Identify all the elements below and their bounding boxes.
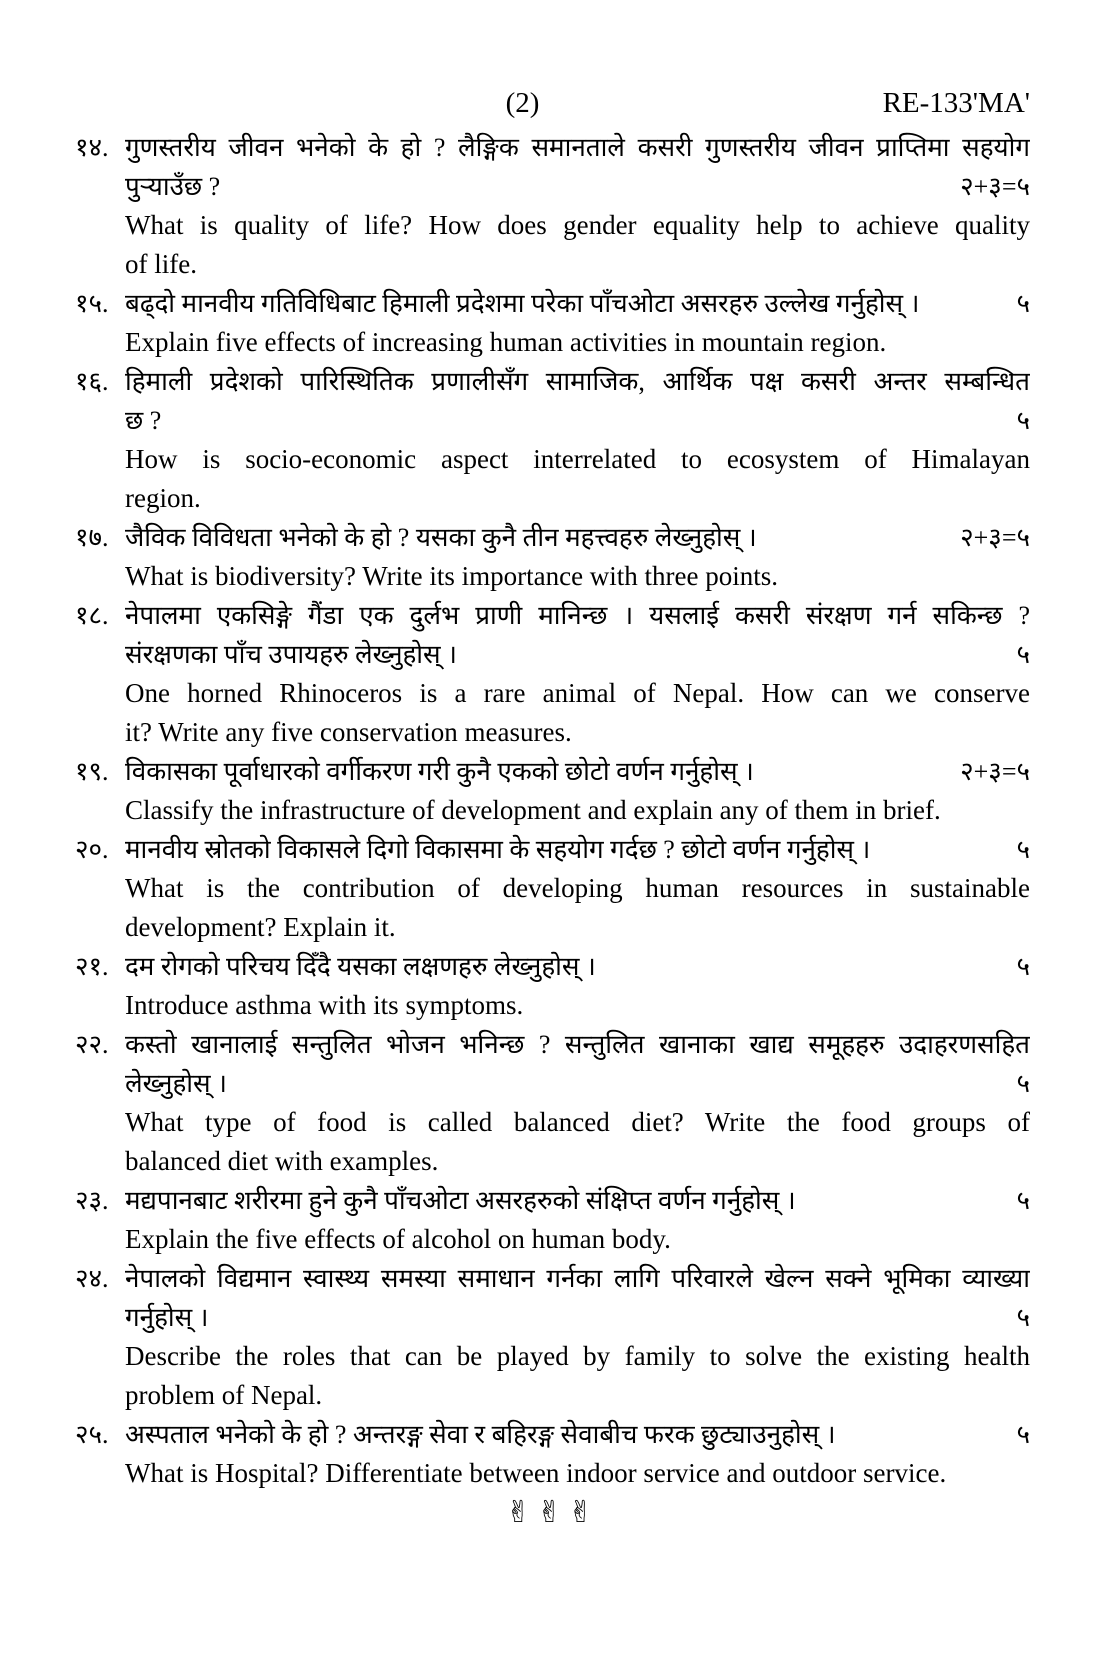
question-marks: ५: [1016, 1186, 1030, 1215]
question-nepali-line: मद्यपानबाट शरीरमा हुने कुनै पाँचओटा असरहरुको संक्षिप्त वर्णन गर्नुहोस् ।: [125, 1186, 796, 1215]
question-nepali-line: नेपालमा एकसिङ्गे गैंडा एक दुर्लभ प्राणी मानिन्छ । यसलाई कसरी संरक्षण गर्न सकिन्छ ?: [125, 601, 1030, 630]
question-nepali-line: छ ?: [125, 406, 162, 435]
question-english-line: development? Explain it.: [125, 912, 396, 942]
question-english-line: What is biodiversity? Write its importance with three points.: [125, 561, 779, 591]
question-marks: ५: [1016, 640, 1030, 669]
question-16: [75, 362, 1030, 518]
question-marks: ५: [1016, 406, 1030, 435]
question-15: [75, 284, 1030, 362]
question-english-line: balanced diet with examples.: [125, 1146, 439, 1176]
question-marks: ५: [1016, 1303, 1030, 1332]
question-20: [75, 830, 1030, 947]
question-number: २४.: [75, 1264, 109, 1293]
question-21: [75, 947, 1030, 1025]
question-english-line: region.: [125, 483, 201, 513]
question-number: २५.: [75, 1420, 109, 1449]
question-nepali-line: लेख्नुहोस् ।: [125, 1069, 227, 1098]
question-nepali-line: गुणस्तरीय जीवन भनेको के हो ? लैङ्गिक समानताले कसरी गुणस्तरीय जीवन प्राप्तिमा सहयोग: [125, 133, 1030, 162]
paper-code: RE-133'MA': [882, 87, 1030, 119]
question-english-line: of life.: [125, 249, 197, 279]
question-marks: २+३=५: [960, 523, 1030, 552]
page-number: (2): [505, 87, 540, 119]
page-header: [75, 84, 1030, 123]
question-14: [75, 128, 1030, 284]
question-nepali-line: संरक्षणका पाँच उपायहरु लेख्नुहोस् ।: [125, 640, 457, 669]
question-list: [75, 128, 1030, 1533]
question-nepali-line: मानवीय स्रोतको विकासले दिगो विकासमा के सहयोग गर्दछ ? छोटो वर्णन गर्नुहोस् ।: [125, 835, 871, 864]
question-nepali-line: बढ्दो मानवीय गतिविधिबाट हिमाली प्रदेशमा परेका पाँचओटा असरहरु उल्लेख गर्नुहोस् ।: [125, 289, 920, 318]
question-english-line: One horned Rhinoceros is a rare animal of Nepal. How can we conserve: [125, 678, 1030, 708]
question-english-line: What is Hospital? Differentiate between indoor service and outdoor service.: [125, 1458, 947, 1488]
question-nepali-line: हिमाली प्रदेशको पारिस्थितिक प्रणालीसँग सामाजिक, आर्थिक पक्ष कसरी अन्तर सम्बन्धित: [125, 367, 1030, 396]
question-marks: ५: [1016, 835, 1030, 864]
question-english-line: How is socio-economic aspect interrelated to ecosystem of Himalayan: [125, 444, 1030, 474]
question-nepali-line: अस्पताल भनेको के हो ? अन्तरङ्ग सेवा र बहिरङ्ग सेवाबीच फरक छुट्याउनुहोस् ।: [125, 1420, 836, 1449]
question-marks: ५: [1016, 952, 1030, 981]
question-english-line: Describe the roles that can be played by family to solve the existing health: [125, 1341, 1030, 1371]
question-17: [75, 518, 1030, 596]
question-english-line: Explain five effects of increasing human activities in mountain region.: [125, 327, 887, 357]
question-english-line: What is the contribution of developing human resources in sustainable: [125, 873, 1030, 903]
question-nepali-line: गर्नुहोस् ।: [125, 1303, 209, 1332]
question-marks: ५: [1016, 289, 1030, 318]
question-marks: २+३=५: [960, 172, 1030, 201]
question-number: २०.: [75, 835, 109, 864]
question-number: १५.: [75, 289, 109, 318]
question-english-line: What type of food is called balanced diet? Write the food groups of: [125, 1107, 1030, 1137]
question-nepali-line: दम रोगको परिचय दिँदै यसका लक्षणहरु लेख्नुहोस् ।: [125, 952, 596, 981]
question-english-line: it? Write any five conservation measures.: [125, 717, 572, 747]
question-18: [75, 596, 1030, 752]
victory-hands-ornament: ✌︎✌︎✌︎: [505, 1496, 600, 1529]
question-24: [75, 1259, 1030, 1415]
question-23: [75, 1181, 1030, 1259]
question-nepali-line: जैविक विविधता भनेको के हो ? यसका कुनै तीन महत्त्वहरु लेख्नुहोस् ।: [125, 523, 757, 552]
question-english-line: What is quality of life? How does gender equality help to achieve quality: [125, 210, 1030, 240]
question-nepali-line: कस्तो खानालाई सन्तुलित भोजन भनिन्छ ? सन्तुलित खानाका खाद्य समूहहरु उदाहरणसहित: [125, 1030, 1030, 1059]
question-number: १७.: [75, 523, 109, 552]
question-22: [75, 1025, 1030, 1181]
question-english-line: problem of Nepal.: [125, 1380, 323, 1410]
question-nepali-line: नेपालको विद्यमान स्वास्थ्य समस्या समाधान गर्नका लागि परिवारले खेल्न सक्ने भूमिका व्याख्या: [125, 1264, 1030, 1293]
question-english-line: Explain the five effects of alcohol on human body.: [125, 1224, 671, 1254]
question-number: १९.: [75, 757, 109, 786]
question-25: [75, 1415, 1030, 1493]
question-english-line: Introduce asthma with its symptoms.: [125, 990, 524, 1020]
question-nepali-line: विकासका पूर्वाधारको वर्गीकरण गरी कुनै एकको छोटो वर्णन गर्नुहोस् ।: [125, 757, 754, 786]
question-number: २१.: [75, 952, 109, 981]
question-number: २३.: [75, 1186, 109, 1215]
question-number: १४.: [75, 133, 109, 162]
question-number: १८.: [75, 601, 109, 630]
question-marks: ५: [1016, 1069, 1030, 1098]
question-number: २२.: [75, 1030, 109, 1059]
question-number: १६.: [75, 367, 109, 396]
question-marks: २+३=५: [960, 757, 1030, 786]
question-english-line: Classify the infrastructure of development and explain any of them in brief.: [125, 795, 941, 825]
question-19: [75, 752, 1030, 830]
question-marks: ५: [1016, 1420, 1030, 1449]
question-nepali-line: पुऱ्याउँछ ?: [125, 172, 221, 201]
